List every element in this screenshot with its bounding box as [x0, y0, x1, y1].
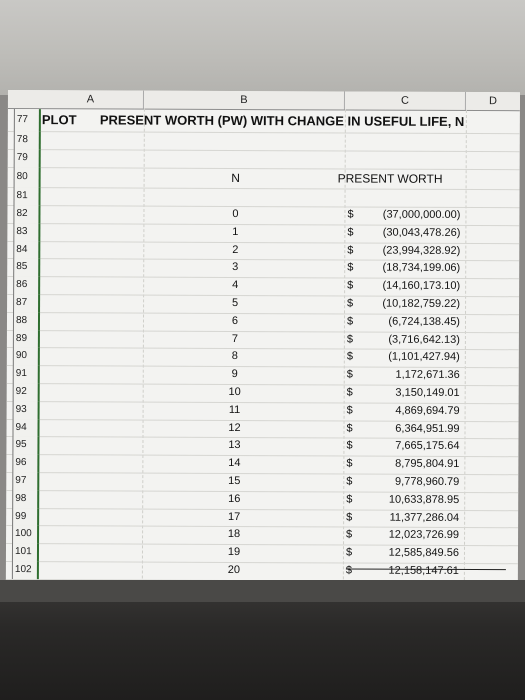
row-header[interactable]: 91	[13, 365, 40, 383]
row-header[interactable]: 85	[13, 258, 40, 276]
column-header-c[interactable]: C	[345, 91, 466, 110]
row-header[interactable]: 100	[12, 525, 39, 543]
present-worth-value-cell[interactable]: 12,158,147.61	[388, 564, 459, 577]
currency-symbol-cell[interactable]: $	[347, 297, 354, 310]
n-value-cell[interactable]: 5	[231, 296, 239, 310]
present-worth-value-cell[interactable]: 12,585,849.56	[388, 546, 460, 560]
row-header[interactable]: 83	[13, 223, 40, 241]
n-value-cell[interactable]: 20	[227, 563, 241, 577]
table-row	[6, 561, 518, 582]
column-header-b[interactable]: B	[144, 91, 345, 110]
n-column-header-cell[interactable]: N	[231, 170, 240, 186]
row-header[interactable]: 89	[13, 330, 40, 348]
row-header[interactable]: 88	[13, 312, 40, 330]
row-header[interactable]: 81	[13, 187, 40, 205]
currency-symbol-cell[interactable]: $	[347, 279, 354, 292]
row-header[interactable]: 77	[14, 109, 41, 131]
currency-symbol-cell[interactable]: $	[346, 528, 353, 541]
row-header[interactable]: 96	[12, 454, 39, 472]
n-value-cell[interactable]: 7	[231, 332, 239, 345]
column-header-a[interactable]: A	[38, 90, 144, 108]
present-worth-value-cell[interactable]: 1,172,671.36	[395, 368, 460, 382]
currency-symbol-cell[interactable]: $	[346, 439, 353, 452]
plot-label-cell[interactable]: PLOT	[41, 112, 77, 128]
currency-symbol-cell[interactable]: $	[346, 475, 353, 488]
row-header[interactable]: 82	[13, 205, 40, 223]
n-value-cell[interactable]: 14	[228, 457, 241, 470]
photo-background-top	[0, 0, 525, 95]
currency-symbol-cell[interactable]: $	[347, 208, 354, 221]
present-worth-value-cell[interactable]: (1,101,427.94)	[388, 351, 460, 364]
present-worth-value-cell[interactable]: 9,778,960.79	[395, 475, 460, 488]
currency-symbol-cell[interactable]: $	[346, 350, 353, 363]
currency-symbol-cell[interactable]: $	[346, 333, 354, 346]
column-header-d[interactable]: D	[488, 95, 497, 108]
n-value-cell[interactable]: 8	[231, 350, 238, 363]
present-worth-value-cell[interactable]: (30,043,478.26)	[382, 226, 461, 239]
currency-symbol-cell[interactable]: $	[347, 244, 354, 257]
row-header[interactable]: 93	[13, 401, 40, 419]
n-value-cell[interactable]: 0	[232, 207, 239, 221]
row-header[interactable]: 94	[12, 419, 39, 437]
row-header[interactable]: 101	[12, 543, 39, 561]
present-worth-value-cell[interactable]: 4,869,694.79	[395, 404, 460, 417]
n-value-cell[interactable]: 18	[227, 528, 241, 541]
present-worth-value-cell[interactable]: 11,377,286.04	[389, 511, 460, 524]
n-value-cell[interactable]: 12	[228, 421, 241, 434]
currency-symbol-cell[interactable]: $	[346, 368, 353, 381]
currency-symbol-cell[interactable]: $	[346, 422, 353, 435]
present-worth-value-cell[interactable]: (3,716,642.13)	[388, 333, 460, 346]
n-value-cell[interactable]: 10	[228, 385, 241, 399]
column-header-row	[8, 90, 520, 111]
present-worth-value-cell[interactable]: 6,364,951.99	[395, 422, 460, 435]
n-value-cell[interactable]: 4	[232, 279, 239, 292]
row-header[interactable]: 99	[12, 508, 39, 526]
present-worth-value-cell[interactable]: (18,734,199.06)	[382, 262, 461, 275]
row-header[interactable]: 86	[13, 276, 40, 294]
n-value-cell[interactable]: 1	[232, 225, 239, 238]
row-header[interactable]: 80	[14, 167, 41, 187]
row-header[interactable]: 79	[14, 149, 41, 167]
present-worth-value-cell[interactable]: 8,795,804.91	[395, 457, 460, 471]
n-value-cell[interactable]: 15	[228, 474, 241, 488]
row-header[interactable]: 102	[12, 561, 39, 579]
present-worth-value-cell[interactable]: 7,665,175.64	[395, 440, 460, 453]
currency-symbol-cell[interactable]: $	[346, 511, 353, 524]
present-worth-value-cell[interactable]: (6,724,138.45)	[388, 315, 461, 328]
photo-background-bottom	[0, 580, 525, 700]
present-worth-value-cell[interactable]: 10,633,878.95	[388, 493, 460, 506]
currency-symbol-cell[interactable]: $	[346, 404, 353, 417]
n-value-cell[interactable]: 6	[231, 314, 239, 327]
currency-symbol-cell[interactable]: $	[347, 226, 354, 239]
present-worth-value-cell[interactable]: (10,182,759.22)	[382, 297, 461, 310]
row-header[interactable]: 87	[13, 294, 40, 312]
currency-symbol-cell[interactable]: $	[346, 386, 353, 399]
n-value-cell[interactable]: 19	[227, 546, 241, 559]
n-value-cell[interactable]: 2	[232, 243, 239, 256]
present-worth-value-cell[interactable]: (14,160,173.10)	[382, 279, 461, 293]
spreadsheet-screen	[6, 90, 520, 584]
present-worth-value-cell[interactable]: 3,150,149.01	[395, 386, 460, 399]
currency-symbol-cell[interactable]: $	[345, 546, 353, 559]
n-value-cell[interactable]: 17	[227, 510, 241, 523]
present-worth-header-cell[interactable]: PRESENT WORTH	[337, 171, 443, 186]
n-value-cell[interactable]: 16	[228, 492, 241, 505]
currency-symbol-cell[interactable]: $	[347, 261, 354, 274]
present-worth-value-cell[interactable]: (37,000,000.00)	[382, 208, 461, 221]
row-header[interactable]: 97	[12, 472, 39, 490]
currency-symbol-cell[interactable]: $	[345, 564, 353, 577]
row-header[interactable]: 98	[12, 490, 39, 508]
n-value-cell[interactable]: 13	[228, 439, 241, 452]
present-worth-value-cell[interactable]: (23,994,328.92)	[382, 244, 461, 257]
row-header[interactable]: 92	[13, 383, 40, 401]
sheet-title-cell[interactable]: PRESENT WORTH (PW) WITH CHANGE IN USEFUL LIFE, N	[99, 112, 465, 129]
n-value-cell[interactable]: 3	[232, 261, 239, 274]
row-header[interactable]: 84	[13, 241, 40, 259]
currency-symbol-cell[interactable]: $	[346, 457, 353, 470]
n-value-cell[interactable]: 11	[228, 403, 241, 416]
row-header[interactable]: 78	[14, 131, 41, 149]
n-value-cell[interactable]: 9	[231, 368, 238, 381]
row-header[interactable]: 95	[12, 436, 39, 454]
present-worth-value-cell[interactable]: 12,023,726.99	[388, 529, 460, 542]
currency-symbol-cell[interactable]: $	[346, 493, 353, 506]
currency-symbol-cell[interactable]: $	[346, 315, 354, 328]
screen-bezel-strip	[0, 580, 525, 602]
row-header[interactable]: 90	[13, 347, 40, 365]
